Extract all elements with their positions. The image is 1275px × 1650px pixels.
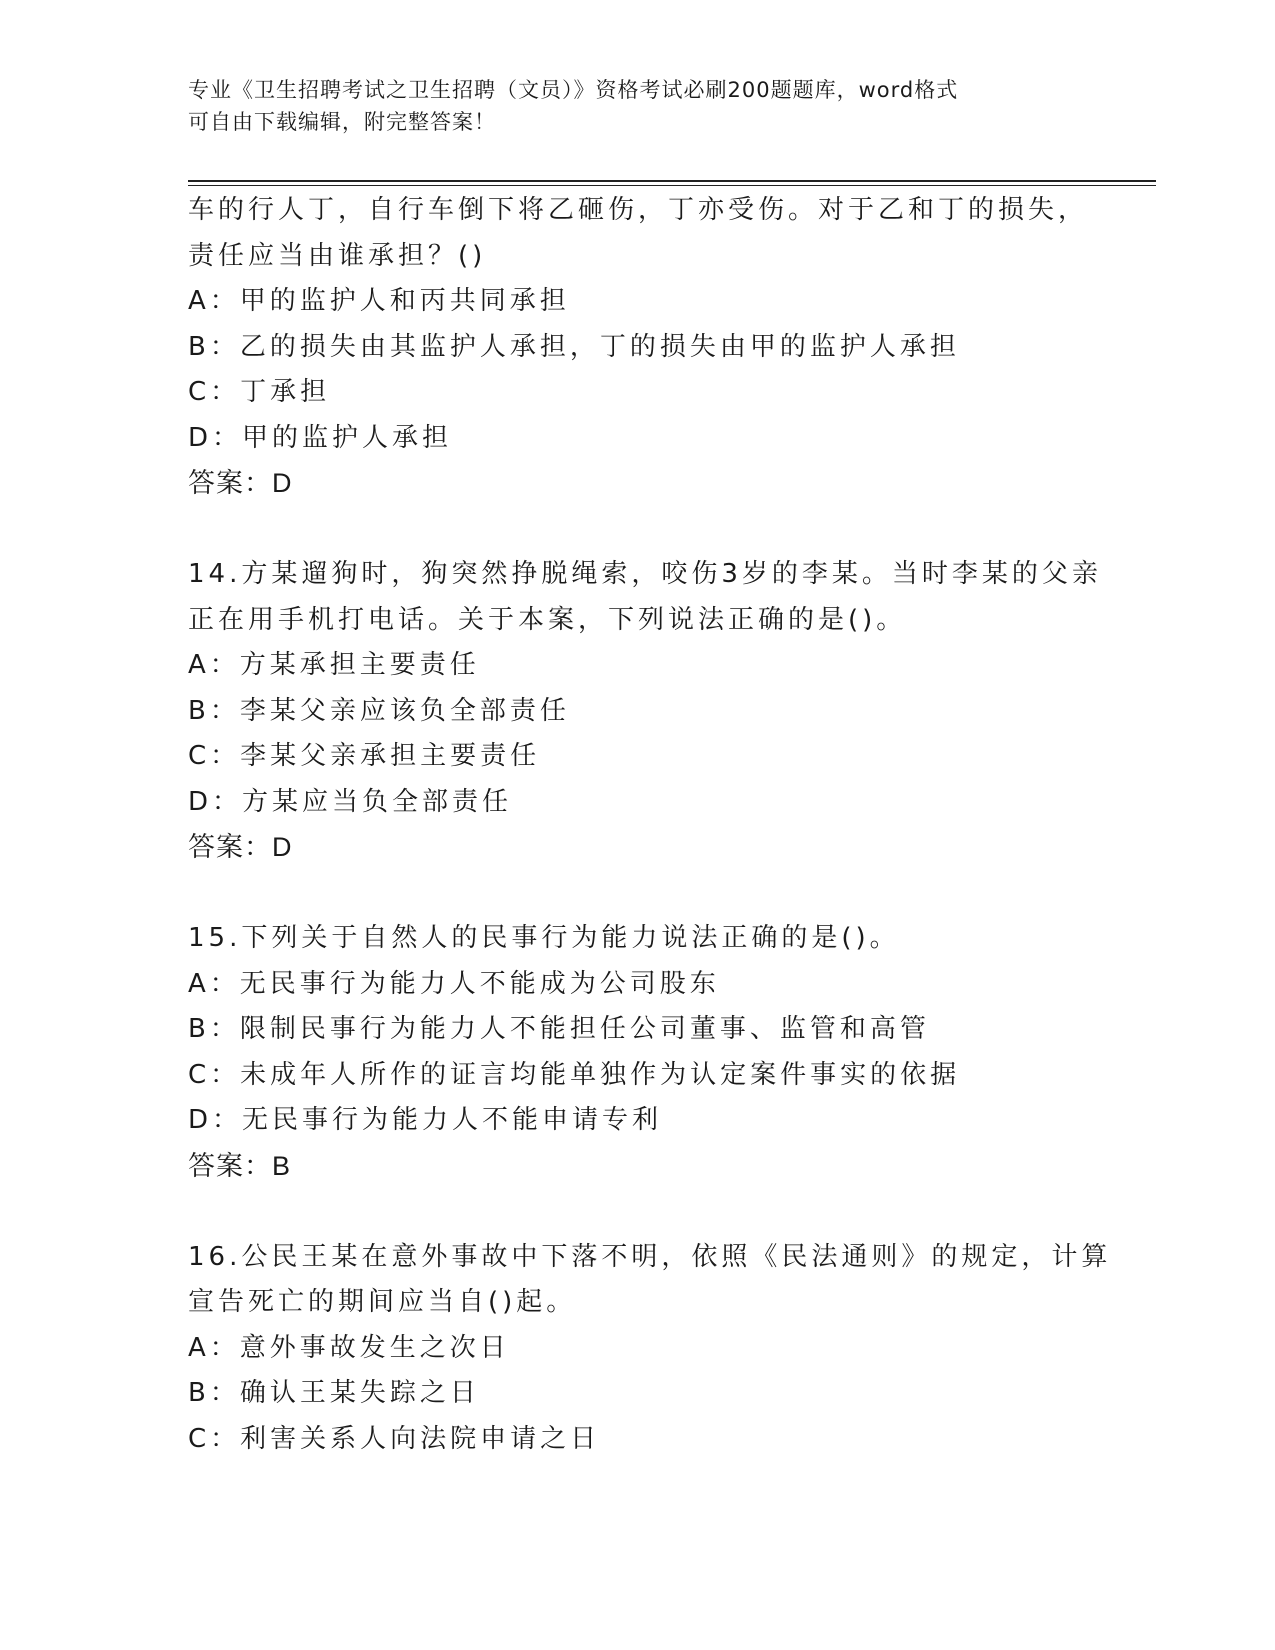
option-b: B：确认王某失踪之日 bbox=[188, 1378, 480, 1408]
option-b: B：限制民事行为能力人不能担任公司董事、监管和高管 bbox=[188, 1014, 930, 1044]
spacer bbox=[188, 871, 1088, 917]
option-c: C：丁承担 bbox=[188, 377, 331, 407]
question-stem bbox=[188, 916, 1088, 962]
question-16 bbox=[188, 1235, 1112, 1463]
question-list bbox=[188, 188, 1112, 1462]
option-b: B：乙的损失由其监护人承担，丁的损失由甲的监护人承担 bbox=[188, 331, 960, 362]
spacer bbox=[188, 507, 1088, 553]
option-a: A：无民事行为能力人不能成为公司股东 bbox=[188, 968, 720, 999]
stem-line: 15.下列关于自然人的民事行为能力说法正确的是()。 bbox=[188, 923, 900, 953]
answer-line: 答案：B bbox=[188, 1150, 292, 1181]
option-a: A：意外事故发生之次日 bbox=[188, 1332, 510, 1363]
question-stem bbox=[188, 552, 1102, 643]
question-stem bbox=[188, 1235, 1112, 1326]
option-a: A：方某承担主要责任 bbox=[188, 650, 480, 680]
option-d: D：无民事行为能力人不能申请专利 bbox=[188, 1105, 663, 1135]
answer-line: 答案：D bbox=[188, 832, 293, 862]
option-c: C：利害关系人向法院申请之日 bbox=[188, 1423, 601, 1454]
question-15 bbox=[188, 916, 1088, 1189]
option-a: A：甲的监护人和丙共同承担 bbox=[188, 286, 570, 316]
answer-line: 答案：D bbox=[188, 468, 293, 498]
stem-line: 宣告死亡的期间应当自()起。 bbox=[188, 1287, 577, 1317]
stem-line: 正在用手机打电话。关于本案，下列说法正确的是()。 bbox=[188, 604, 907, 635]
stem-line: 责任应当由谁承担？() bbox=[188, 240, 487, 271]
option-c: C：未成年人所作的证言均能单独作为认定案件事实的依据 bbox=[188, 1059, 961, 1090]
question-14 bbox=[188, 552, 1102, 871]
header-line-2: 可自由下载编辑，附完整答案！ bbox=[188, 110, 496, 134]
stem-line: 16.公民王某在意外事故中下落不明，依照《民法通则》的规定，计算 bbox=[188, 1241, 1112, 1272]
header-rule-thin bbox=[188, 185, 1156, 186]
spacer bbox=[188, 1189, 1088, 1235]
stem-line: 14.方某遛狗时，狗突然挣脱绳索，咬伤3岁的李某。当时李某的父亲 bbox=[188, 559, 1102, 589]
page-header bbox=[188, 74, 1068, 138]
option-d: D：方某应当负全部责任 bbox=[188, 786, 513, 817]
header-line-1: 专业《卫生招聘考试之卫生招聘（文员）》资格考试必刷200题题库，word格式 bbox=[188, 78, 959, 102]
question-stem bbox=[188, 188, 1088, 279]
option-d: D：甲的监护人承担 bbox=[188, 422, 453, 453]
option-b: B：李某父亲应该负全部责任 bbox=[188, 695, 570, 726]
stem-line: 车的行人丁，自行车倒下将乙砸伤，丁亦受伤。对于乙和丁的损失， bbox=[188, 195, 1089, 225]
header-rule-thick bbox=[188, 180, 1156, 182]
question-13-partial bbox=[188, 188, 1088, 507]
option-c: C：李某父亲承担主要责任 bbox=[188, 741, 541, 771]
